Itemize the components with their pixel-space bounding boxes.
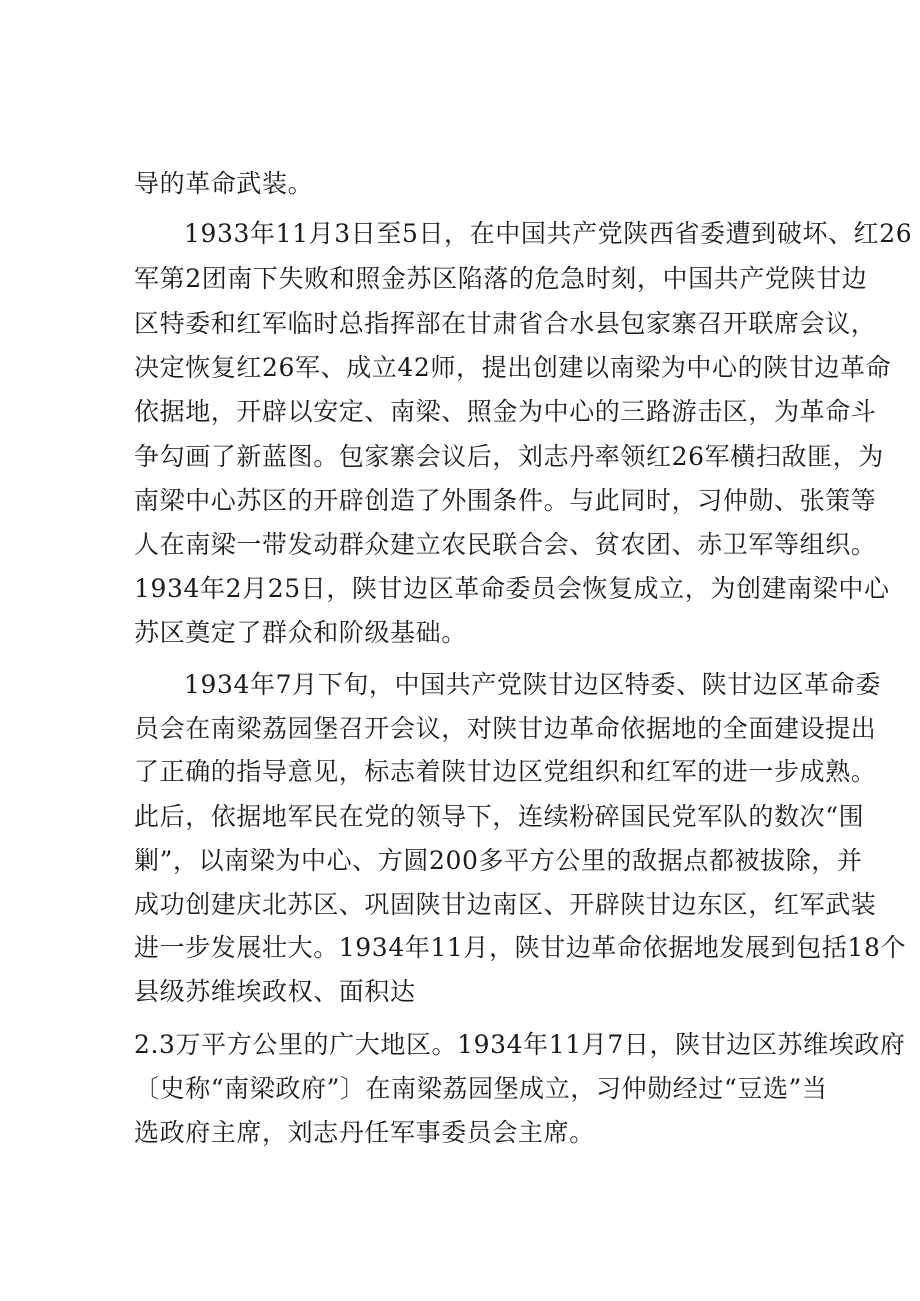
text-line: 南梁中心苏区的开辟创造了外围条件。与此同时，习仲勋、张策等 — [134, 486, 877, 515]
text-line: 2.3万平方公里的广大地区。1934年11月7日，陕甘边区苏维埃政府 — [134, 1030, 906, 1059]
text-line: 选政府主席，刘志丹任军事委员会主席。 — [134, 1118, 595, 1147]
text-line: 导的革命武装。 — [134, 169, 314, 198]
text-line: 决定恢复红26军、成立42师，提出创建以南梁为中心的陕甘边革命 — [134, 353, 892, 382]
text-line: 争勾画了新蓝图。包家寨会议后，刘志丹率领红26军横扫敌匪，为 — [134, 442, 884, 471]
text-line: 苏区奠定了群众和阶级基础。 — [134, 618, 467, 647]
text-line: 〔史称“南梁政府”〕在南梁荔园堡成立，习仲勋经过“豆选”当 — [134, 1074, 828, 1103]
text-line: 1933年11月3日至5日，在中国共产党陕西省委遭到破坏、红26 — [184, 219, 913, 248]
text-line: 军第2团南下失败和照金苏区陷落的危急时刻，中国共产党陕甘边 — [134, 264, 868, 293]
text-line: 员会在南梁荔园堡召开会议，对陕甘边革命依据地的全面建设提出 — [134, 714, 877, 743]
text-line: 人在南梁一带发动群众建立农民联合会、贫农团、赤卫军等组织。 — [134, 530, 877, 559]
text-line: 县级苏维埃政权、面积达 — [134, 977, 416, 1006]
text-line: 了正确的指导意见，标志着陕甘边区党组织和红军的进一步成熟。 — [134, 757, 877, 786]
text-line: 1934年2月25日，陕甘边区革命委员会恢复成立，为创建南梁中心 — [134, 574, 890, 603]
text-line: 1934年7月下旬，中国共产党陕甘边区特委、陕甘边区革命委 — [184, 670, 881, 699]
text-line: 进一步发展壮大。1934年11月，陕甘边革命依据地发展到包括18个 — [134, 933, 907, 962]
text-line: 区特委和红军临时总指挥部在甘肃省合水县包家寨召开联席会议， — [134, 309, 877, 338]
text-line: 成功创建庆北苏区、巩固陕甘边南区、开辟陕甘边东区，红军武装 — [134, 890, 877, 919]
text-line: 此后，依据地军民在党的领导下，连续粉碎国民党军队的数次“围 — [134, 802, 865, 831]
text-line: 剿”，以南梁为中心、方圆200多平方公里的敌据点都被拔除，并 — [134, 846, 863, 875]
text-line: 依据地，开辟以安定、南梁、照金为中心的三路游击区，为革命斗 — [134, 397, 877, 426]
